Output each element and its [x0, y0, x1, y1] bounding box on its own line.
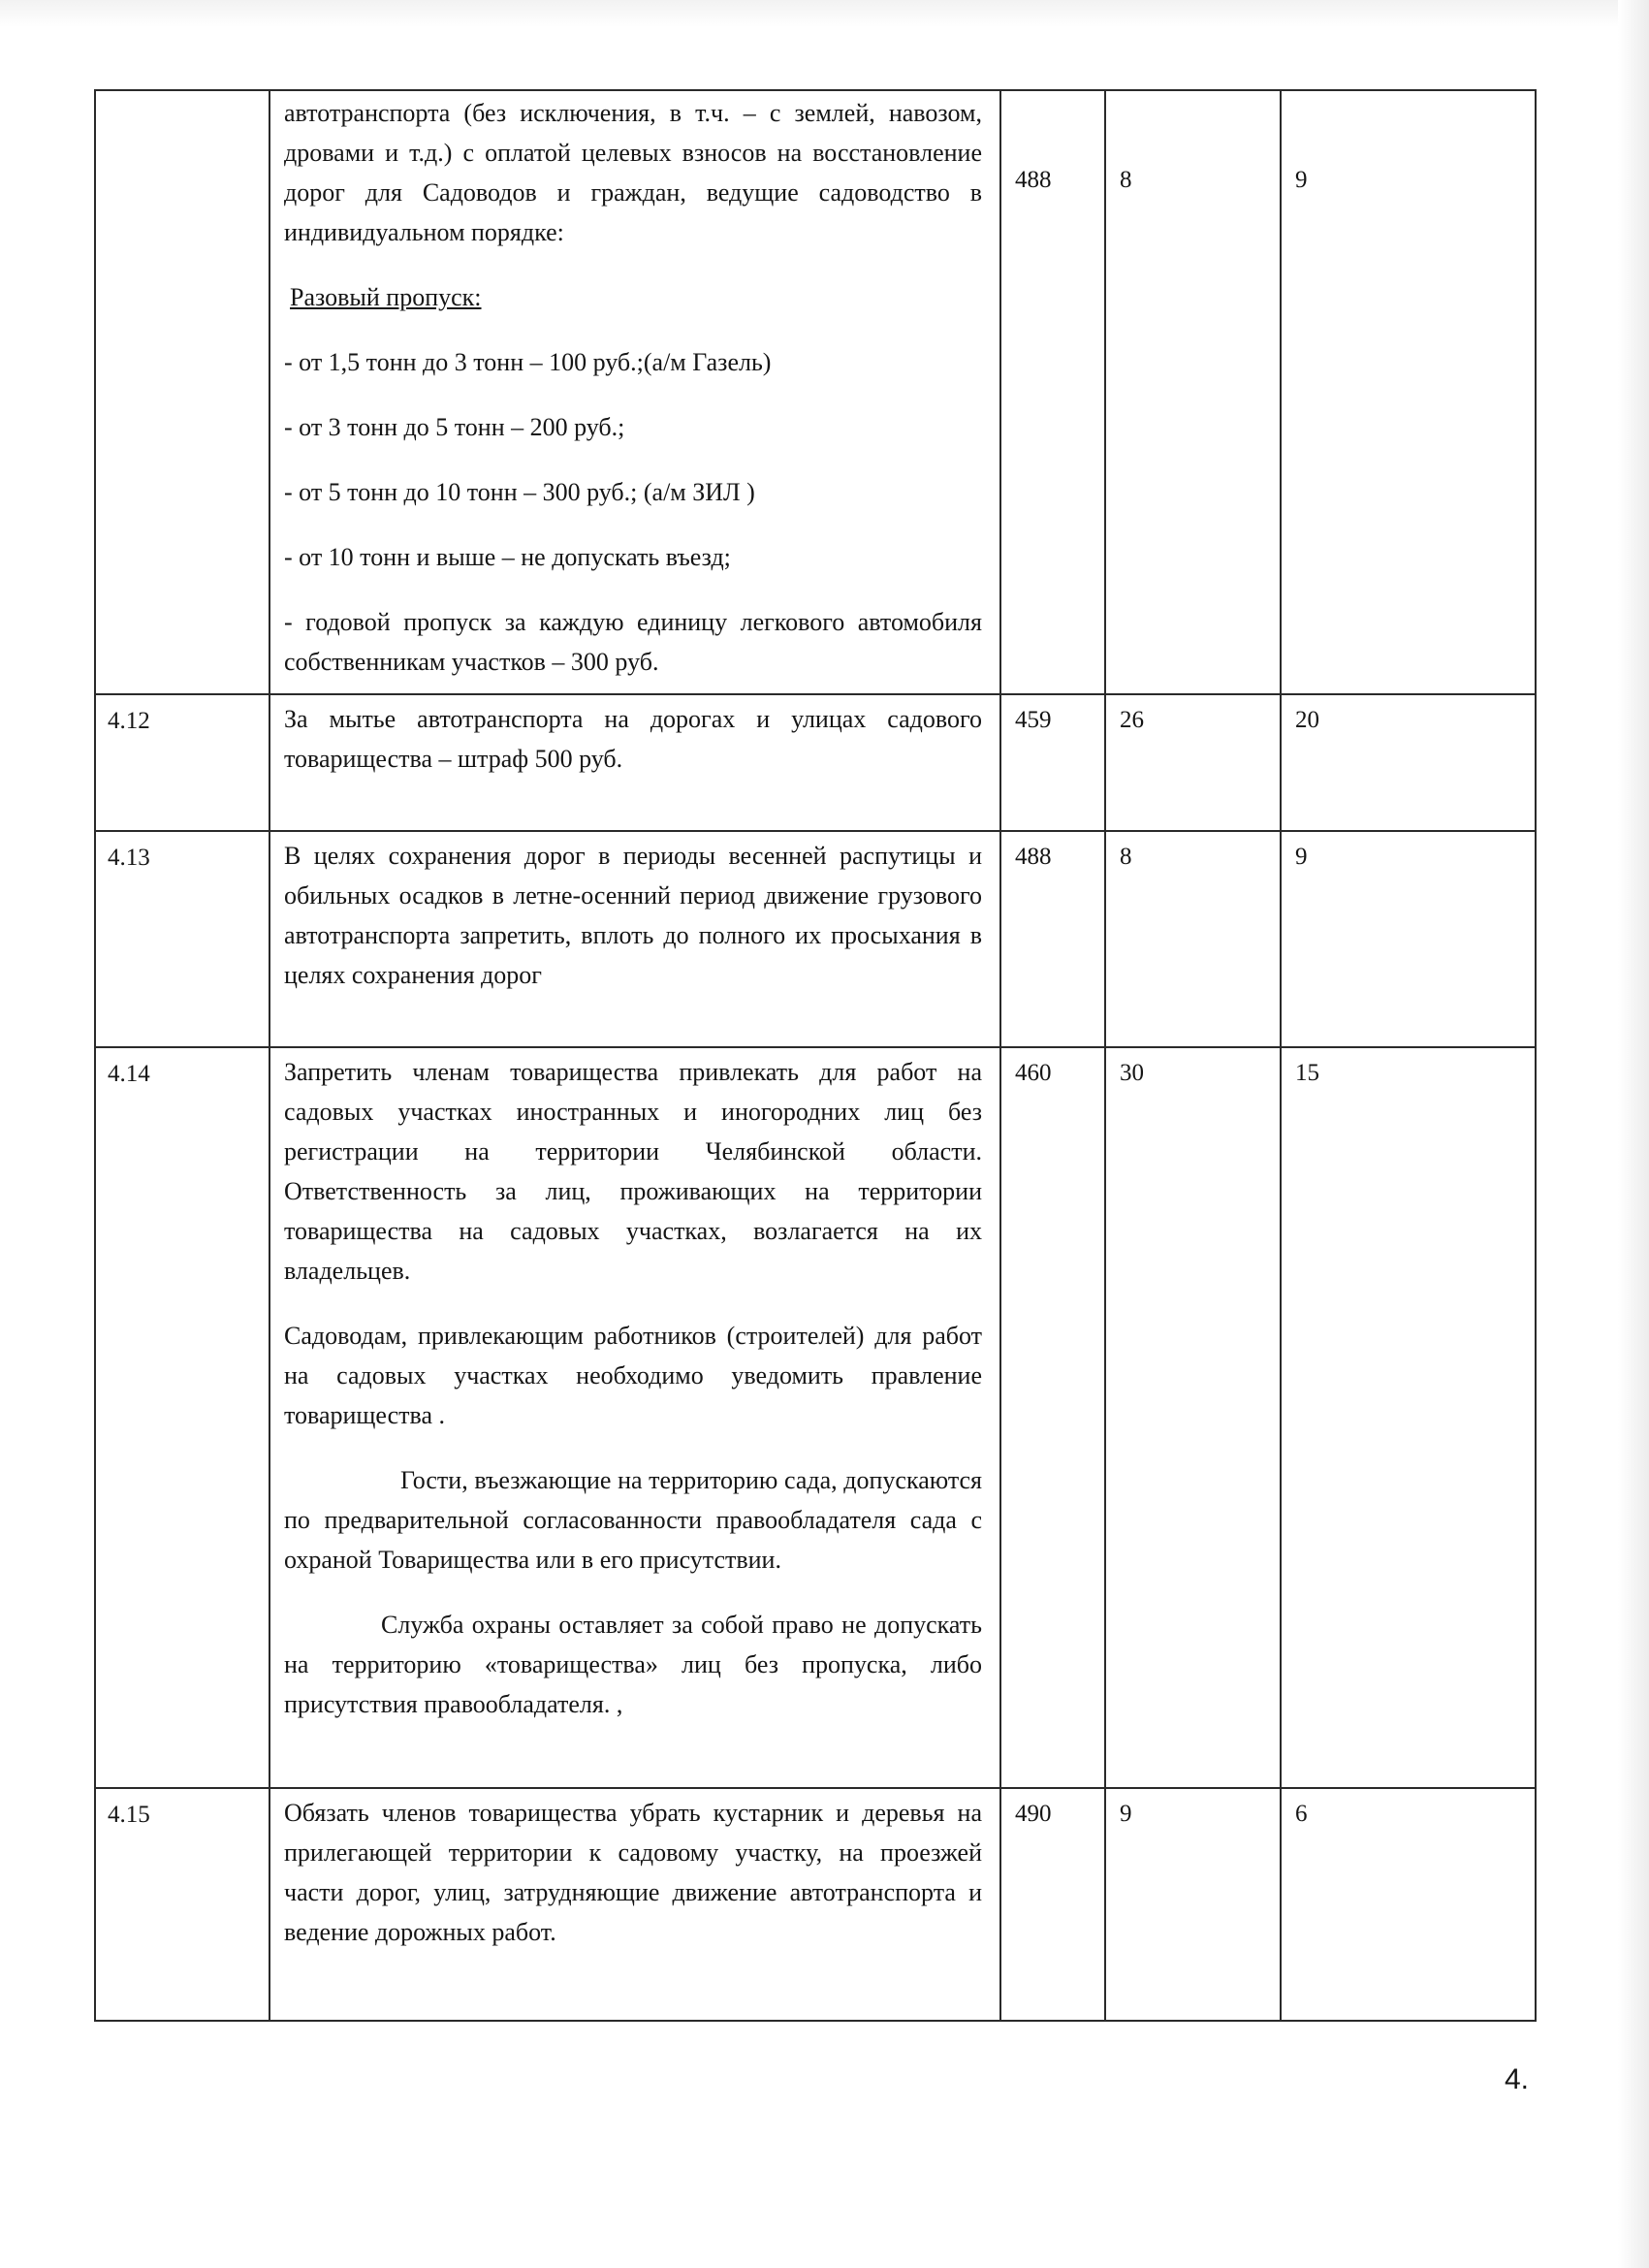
paragraph: - годовой пропуск за каждую единицу легкового автомобиля собственникам участков – 300 руб.: [284, 608, 982, 676]
table-row: [95, 90, 1536, 694]
votes-for-cell: 460: [1000, 1047, 1105, 1788]
votes-abstain-cell: 9: [1281, 831, 1536, 1047]
paragraph: Разовый пропуск:: [290, 283, 482, 311]
item-text-cell: [270, 90, 1000, 694]
item-text-cell: [270, 1047, 1000, 1788]
votes-for-cell: 490: [1000, 1788, 1105, 2021]
table-row: [95, 694, 1536, 831]
paragraph: Служба охраны оставляет за собой право не допускать на территорию «товарищества» лиц без пропуска, либо присутствия правообладателя. ,: [284, 1611, 982, 1718]
paragraph: - от 5 тонн до 10 тонн – 300 руб.; (а/м ЗИЛ ): [284, 478, 755, 506]
votes-against-cell: 9: [1105, 1788, 1281, 2021]
paragraph: автотранспорта (без исключения, в т.ч. – с землей, навозом, дровами и т.д.) с оплатой целевых взносов на восстановление дорог для Садоводов и граждан, ведущие садоводство в индивидуальном порядке:: [284, 99, 982, 246]
votes-for-cell: 488: [1000, 831, 1105, 1047]
paragraph: - от 1,5 тонн до 3 тонн – 100 руб.;(а/м Газель): [284, 348, 772, 376]
paragraph: В целях сохранения дорог в периоды весенней распутицы и обильных осадков в летне-осенний период движение грузового автотранспорта запретить, вплоть до полного их просыхания в целях сохранения дорог: [284, 842, 982, 989]
paragraph: - от 3 тонн до 5 тонн – 200 руб.;: [284, 413, 625, 441]
table-row: [95, 1047, 1536, 1788]
item-number-cell: 4.14: [95, 1047, 270, 1788]
item-number-cell: 4.13: [95, 831, 270, 1047]
table-row: [95, 1788, 1536, 2021]
paragraph: Садоводам, привлекающим работников (строителей) для работ на садовых участках необходимо уведомить правление товарищества .: [284, 1322, 982, 1429]
item-text-cell: [270, 694, 1000, 831]
votes-abstain-cell: 9: [1281, 90, 1536, 694]
votes-abstain-cell: 6: [1281, 1788, 1536, 2021]
votes-for-cell: 488: [1000, 90, 1105, 694]
voting-results-table: [94, 89, 1537, 2022]
scan-edge-top: [0, 0, 1649, 27]
table-row: [95, 831, 1536, 1047]
votes-against-cell: 8: [1105, 90, 1281, 694]
scan-edge-right: [1618, 0, 1649, 2268]
paragraph: - от 10 тонн и выше – не допускать въезд;: [284, 543, 731, 571]
item-text-cell: [270, 1788, 1000, 2021]
paragraph: Гости, въезжающие на территорию сада, допускаются по предварительной согласованности правообладателя сада с охраной Товарищества или в его присутствии.: [284, 1466, 982, 1574]
item-number-cell: 4.12: [95, 694, 270, 831]
paragraph: Обязать членов товарищества убрать кустарник и деревья на прилегающей территории к садовому участку, на проезжей части дорог, улиц, затрудняющие движение автотранспорта и ведение дорожных работ.: [284, 1799, 982, 1946]
paragraph: Запретить членам товарищества привлекать для работ на садовых участках иностранных и иногородних лиц без регистрации на территории Челябинской области. Ответственность за лиц, проживающих на территории товарищества на садовых участках, возлагается на их владельцев.: [284, 1058, 982, 1285]
votes-abstain-cell: 20: [1281, 694, 1536, 831]
page-number: 4.: [1505, 2063, 1530, 2095]
item-text-cell: [270, 831, 1000, 1047]
votes-against-cell: 26: [1105, 694, 1281, 831]
votes-abstain-cell: 15: [1281, 1047, 1536, 1788]
item-number-cell: [95, 90, 270, 694]
paragraph: За мытье автотранспорта на дорогах и улицах садового товарищества – штраф 500 руб.: [284, 705, 982, 773]
votes-for-cell: 459: [1000, 694, 1105, 831]
votes-against-cell: 30: [1105, 1047, 1281, 1788]
votes-against-cell: 8: [1105, 831, 1281, 1047]
item-number-cell: 4.15: [95, 1788, 270, 2021]
